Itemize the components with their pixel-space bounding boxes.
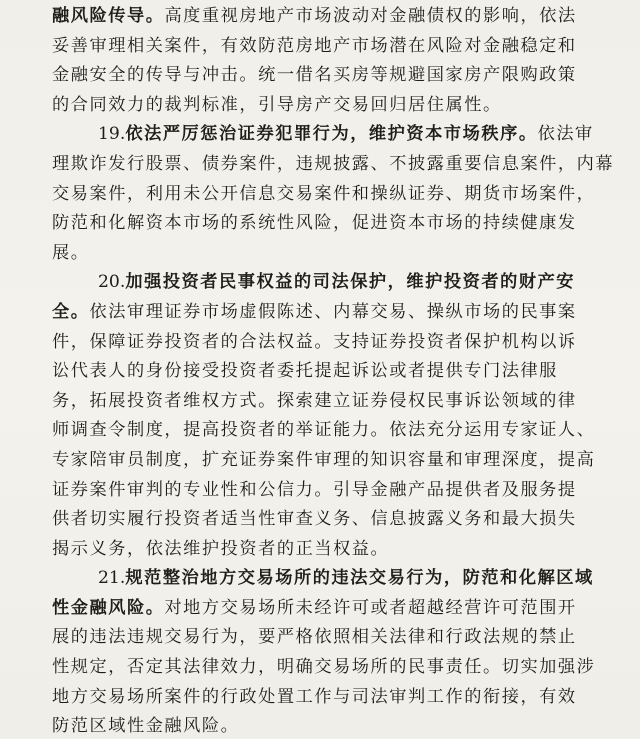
item-number: 20. bbox=[98, 272, 126, 293]
text-line bbox=[52, 653, 632, 683]
text-line bbox=[52, 61, 632, 91]
paragraph-18-tail bbox=[52, 2, 632, 120]
body-text: 证券案件审判的专业性和公信力。引导金融产品提供者及服务提 bbox=[52, 479, 577, 500]
body-text: 性规定，否定其法律效力，明确交易场所的民事责任。切实加强涉 bbox=[52, 657, 596, 678]
body-text: 防范和化解资本市场的系统性风险，促进资本市场的持续健康发 bbox=[52, 213, 577, 234]
body-text: 地方交易场所案件的行政处置工作与司法审判工作的衔接，有效 bbox=[52, 686, 577, 707]
item-number: 21. bbox=[98, 568, 126, 589]
bold-heading: 融风险传导。 bbox=[52, 6, 165, 26]
bold-heading: 依法严厉惩治证券犯罪行为，维护资本市场秩序。 bbox=[125, 124, 538, 145]
text-line bbox=[52, 564, 632, 594]
body-text: 展。 bbox=[52, 242, 90, 263]
bold-heading: 性金融风险。 bbox=[52, 597, 165, 618]
text-line bbox=[52, 328, 632, 358]
body-text: 妥善审理相关案件，有效防范房地产市场潜在风险对金融稳定和 bbox=[52, 35, 577, 56]
body-text: 供者切实履行投资者适当性审查义务、信息披露义务和最大损失 bbox=[52, 509, 577, 530]
body-text: 交易案件，利用未公开信息交易案件和操纵证券、期货市场案件， bbox=[52, 183, 596, 204]
body-text: 对地方交易场所未经许可或者超越经营许可范围开 bbox=[164, 597, 577, 618]
text-line bbox=[52, 387, 632, 417]
body-text: 师调查令制度，提高投资者的举证能力。依法充分运用专家证人、 bbox=[52, 420, 596, 441]
paragraph-21 bbox=[52, 564, 632, 739]
text-line bbox=[52, 357, 632, 387]
document-body bbox=[52, 2, 632, 739]
body-text: 务，拓展投资者维权方式。探索建立证券侵权民事诉讼领域的律 bbox=[52, 390, 577, 411]
text-line bbox=[52, 712, 632, 739]
text-line bbox=[52, 505, 632, 535]
body-text: 高度重视房地产市场波动对金融债权的影响，依法 bbox=[164, 6, 577, 26]
body-text: 依法审 bbox=[537, 124, 594, 145]
text-line bbox=[52, 476, 632, 506]
body-text: 专家陪审员制度，扩充证券案件审理的知识容量和审理深度，提高 bbox=[52, 449, 596, 470]
body-text: 展的违法违规交易行为，要严格依照相关法律和行政法规的禁止 bbox=[52, 627, 577, 648]
bold-heading: 加强投资者民事权益的司法保护，维护投资者的财产安 bbox=[125, 272, 576, 293]
text-line bbox=[52, 594, 632, 624]
body-text: 理欺诈发行股票、债券案件，违规披露、不披露重要信息案件，内幕 bbox=[52, 153, 615, 174]
text-line bbox=[52, 535, 632, 565]
text-line bbox=[52, 91, 632, 121]
body-text: 的合同效力的裁判标准，引导房产交易回归居住属性。 bbox=[52, 94, 502, 115]
body-text: 依法审理证券市场虚假陈述、内幕交易、操纵市场的民事案 bbox=[89, 301, 577, 322]
text-line bbox=[52, 2, 632, 32]
bold-heading: 全。 bbox=[52, 301, 90, 322]
text-line bbox=[52, 298, 632, 328]
text-line bbox=[52, 150, 632, 180]
item-number: 19. bbox=[98, 124, 126, 145]
text-line bbox=[52, 446, 632, 476]
body-text: 金融安全的传导与冲击。统一借名买房等规避国家房产限购政策 bbox=[52, 65, 577, 86]
text-line bbox=[52, 209, 632, 239]
paragraph-19 bbox=[52, 120, 632, 268]
text-line bbox=[52, 623, 632, 653]
text-line bbox=[52, 32, 632, 62]
bold-heading: 规范整治地方交易场所的违法交易行为，防范和化解区域 bbox=[125, 568, 594, 589]
text-line bbox=[52, 683, 632, 713]
text-line bbox=[52, 180, 632, 210]
text-line bbox=[52, 268, 632, 298]
body-text: 揭示义务，依法维护投资者的正当权益。 bbox=[52, 538, 390, 559]
text-line bbox=[52, 120, 632, 150]
text-line bbox=[52, 239, 632, 269]
text-line bbox=[52, 416, 632, 446]
body-text: 件，保障证券投资者的合法权益。支持证券投资者保护机构以诉 bbox=[52, 331, 577, 352]
body-text: 防范区域性金融风险。 bbox=[52, 716, 240, 737]
paragraph-20 bbox=[52, 268, 632, 564]
body-text: 讼代表人的身份接受投资者委托提起诉讼或者提供专门法律服 bbox=[52, 361, 558, 382]
